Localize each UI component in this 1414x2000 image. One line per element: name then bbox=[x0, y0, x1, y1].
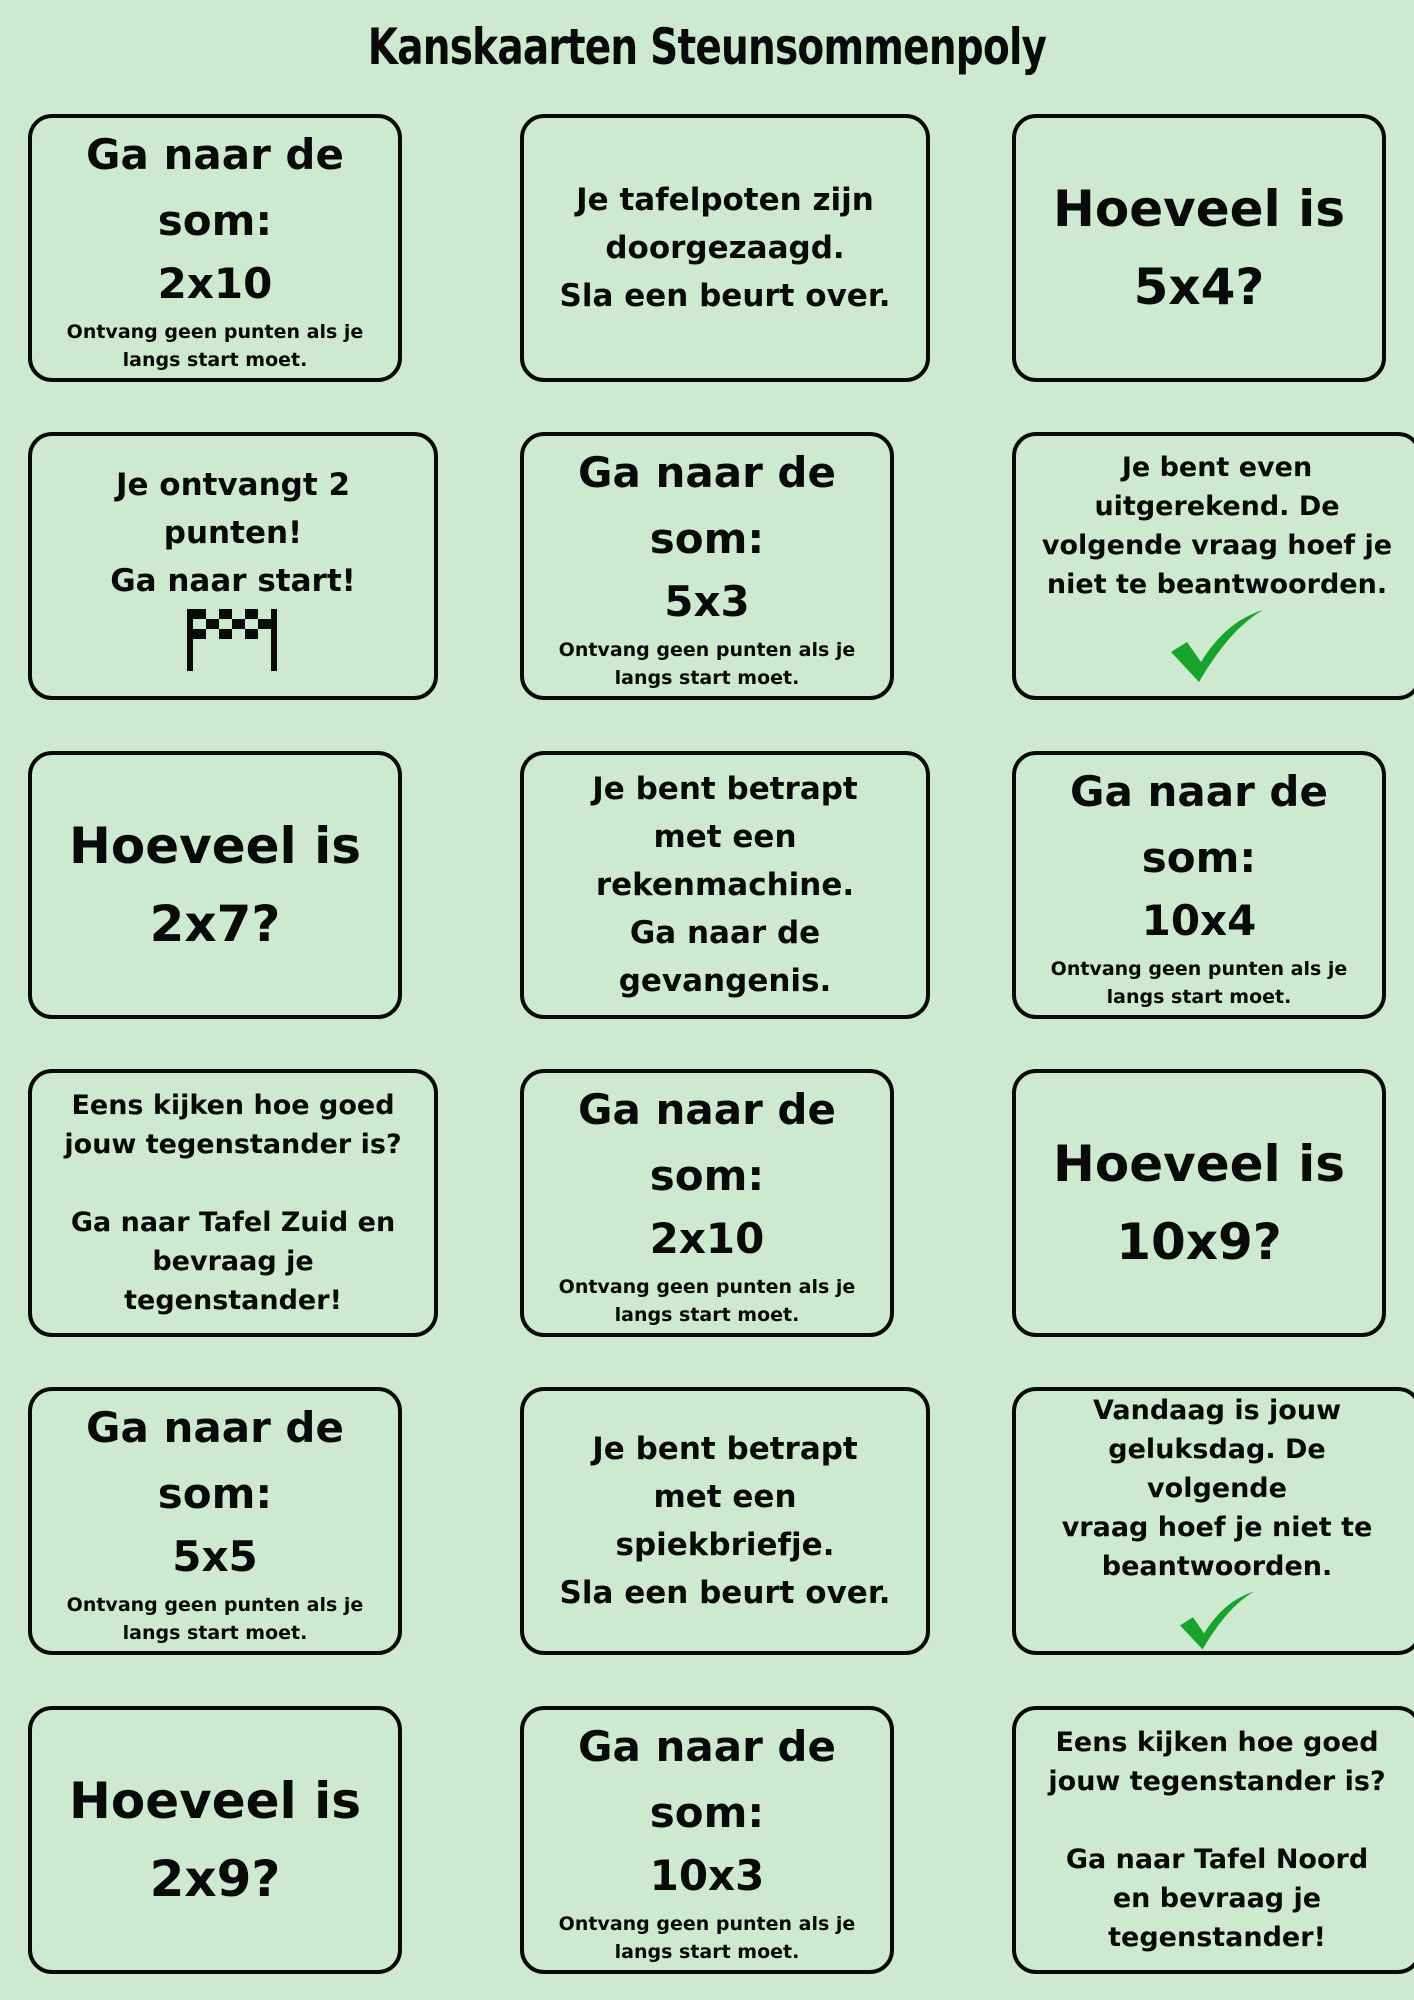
checkmark-icon bbox=[1169, 1590, 1265, 1651]
card-line: Sla een beurt over. bbox=[559, 1575, 891, 1611]
card-line: tegenstander! bbox=[1108, 1922, 1326, 1953]
chance-card-skip-question bbox=[1012, 432, 1414, 700]
card-line: Ga naar start! bbox=[110, 563, 356, 599]
card-question: 5x4? bbox=[1133, 258, 1265, 316]
card-sum: 10x4 bbox=[1141, 896, 1257, 945]
chance-card-skip-turn bbox=[520, 114, 930, 382]
card-heading: Ga naar de bbox=[578, 1085, 836, 1134]
checkered-flag-icon bbox=[187, 609, 279, 671]
card-line: spiekbriefje. bbox=[615, 1527, 835, 1563]
card-heading: Ga naar de bbox=[578, 1722, 836, 1771]
chance-card-question bbox=[1012, 1069, 1386, 1337]
card-heading: som: bbox=[649, 514, 765, 563]
chance-card-goto-sum bbox=[520, 1069, 894, 1337]
card-line: jouw tegenstander is? bbox=[64, 1129, 402, 1160]
card-line: gevangenis. bbox=[618, 963, 832, 999]
card-note: Ontvang geen punten als je langs start moet. bbox=[558, 1913, 856, 1963]
card-line: bevraag je bbox=[152, 1246, 314, 1277]
card-line: Eens kijken hoe goed bbox=[71, 1090, 395, 1121]
card-line: geluksdag. De volgende bbox=[1108, 1434, 1326, 1504]
card-sum: 2x10 bbox=[649, 1214, 765, 1263]
card-line: rekenmachine. bbox=[595, 867, 855, 903]
card-heading: Hoeveel is bbox=[1053, 180, 1345, 238]
card-line: Je tafelpoten zijn bbox=[576, 182, 874, 218]
chance-card-question bbox=[28, 1706, 402, 1974]
card-note: Ontvang geen punten als je langs start moet. bbox=[66, 321, 364, 371]
chance-card-goto-sum bbox=[28, 114, 402, 382]
chance-card-skip-turn bbox=[520, 1387, 930, 1655]
card-line: Ga naar de bbox=[629, 915, 821, 951]
card-heading: Ga naar de bbox=[86, 1403, 344, 1452]
card-question: 2x9? bbox=[149, 1850, 281, 1908]
card-note: Ontvang geen punten als je langs start moet. bbox=[66, 1594, 364, 1644]
card-sum: 5x3 bbox=[664, 577, 750, 626]
card-line: en bevraag je bbox=[1112, 1883, 1322, 1914]
card-line: Je bent betrapt bbox=[592, 771, 858, 807]
card-heading: som: bbox=[157, 1469, 273, 1518]
card-line: volgende vraag hoef je bbox=[1041, 530, 1393, 561]
card-sum: 5x5 bbox=[172, 1532, 258, 1581]
chance-card-challenge-opponent bbox=[28, 1069, 438, 1337]
card-line: vraag hoef je niet te bbox=[1061, 1512, 1373, 1543]
card-line: tegenstander! bbox=[124, 1285, 342, 1316]
checkmark-icon bbox=[1169, 608, 1265, 684]
card-heading: som: bbox=[157, 196, 273, 245]
card-heading: som: bbox=[649, 1151, 765, 1200]
card-heading: Hoeveel is bbox=[1053, 1135, 1345, 1193]
card-line: Je ontvangt 2 bbox=[115, 467, 351, 503]
card-heading: som: bbox=[1141, 833, 1257, 882]
card-line: beantwoorden. bbox=[1101, 1551, 1333, 1582]
card-line: Ga naar Tafel Zuid en bbox=[70, 1207, 396, 1238]
card-heading: Ga naar de bbox=[86, 130, 344, 179]
card-heading: Ga naar de bbox=[578, 448, 836, 497]
card-heading: Hoeveel is bbox=[69, 817, 361, 875]
page-title: Kanskaarten Steunsommenpoly bbox=[367, 18, 1047, 76]
card-heading: Ga naar de bbox=[1070, 767, 1328, 816]
chance-card-go-to-start bbox=[28, 432, 438, 700]
card-heading: Hoeveel is bbox=[69, 1772, 361, 1830]
card-line: punten! bbox=[163, 515, 303, 551]
chance-card-lucky-day bbox=[1012, 1387, 1414, 1655]
card-note: Ontvang geen punten als je langs start moet. bbox=[558, 1276, 856, 1326]
card-line: jouw tegenstander is? bbox=[1048, 1766, 1386, 1797]
chance-card-question bbox=[1012, 114, 1386, 382]
card-note: Ontvang geen punten als je langs start moet. bbox=[1050, 958, 1348, 1008]
card-line: Eens kijken hoe goed bbox=[1055, 1727, 1379, 1758]
card-sum: 10x3 bbox=[649, 1851, 765, 1900]
card-line: uitgerekend. De bbox=[1094, 491, 1340, 522]
card-line: doorgezaagd. bbox=[605, 230, 845, 266]
card-note: Ontvang geen punten als je langs start moet. bbox=[558, 639, 856, 689]
card-line: Vandaag is jouw bbox=[1092, 1395, 1342, 1426]
card-line: niet te beantwoorden. bbox=[1046, 569, 1388, 600]
card-sum: 2x10 bbox=[157, 259, 273, 308]
card-line: Sla een beurt over. bbox=[559, 278, 891, 314]
chance-card-go-to-jail bbox=[520, 751, 930, 1019]
card-question: 10x9? bbox=[1116, 1213, 1282, 1271]
card-line: Ga naar Tafel Noord bbox=[1065, 1844, 1369, 1875]
chance-card-question bbox=[28, 751, 402, 1019]
chance-card-challenge-opponent bbox=[1012, 1706, 1414, 1974]
card-line: met een bbox=[653, 1479, 797, 1515]
card-line: met een bbox=[653, 819, 797, 855]
card-line: Je bent betrapt bbox=[592, 1431, 858, 1467]
chance-card-goto-sum bbox=[1012, 751, 1386, 1019]
card-heading: som: bbox=[649, 1788, 765, 1837]
card-line: Je bent even bbox=[1121, 452, 1313, 483]
card-question: 2x7? bbox=[149, 895, 281, 953]
chance-card-goto-sum bbox=[520, 1706, 894, 1974]
chance-card-goto-sum bbox=[520, 432, 894, 700]
chance-card-goto-sum bbox=[28, 1387, 402, 1655]
